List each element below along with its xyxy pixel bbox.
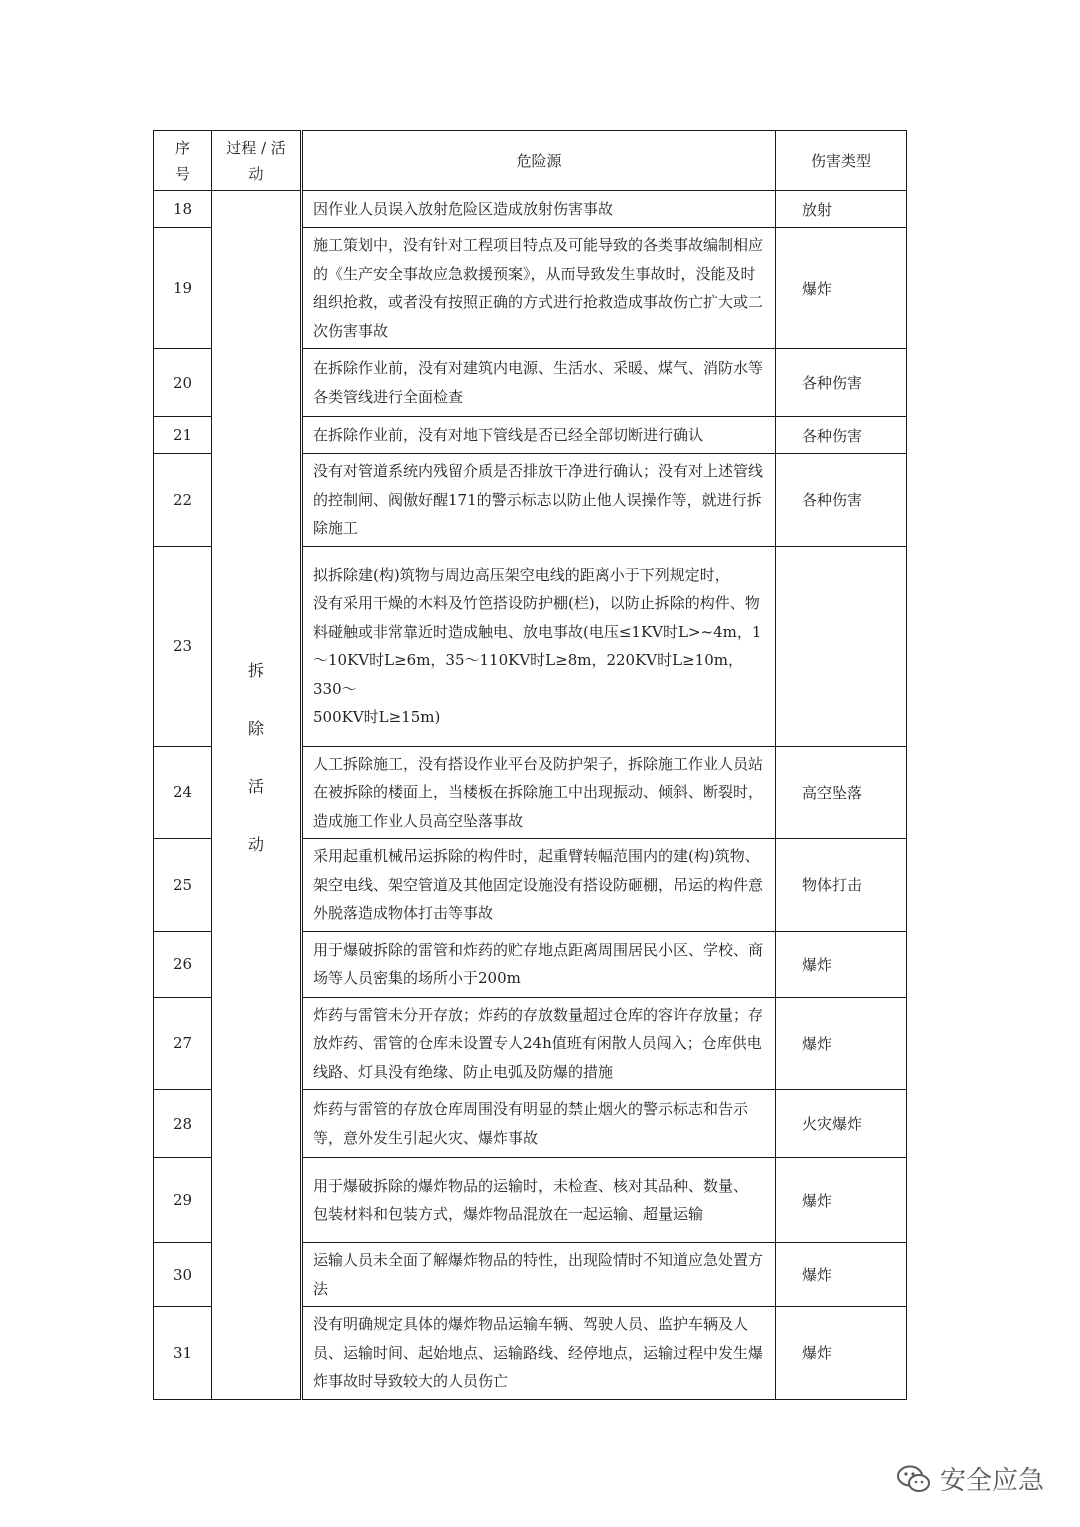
activity-char: 拆	[247, 661, 264, 680]
injury-type: 放射	[776, 191, 907, 228]
activity-char: 动	[247, 835, 264, 854]
header-seq: 序 号	[154, 131, 212, 191]
injury-type: 物体打击	[776, 839, 907, 932]
injury-type: 爆炸	[776, 997, 907, 1090]
hazard-text: 因作业人员误入放射危险区造成放射伤害事故	[302, 191, 776, 228]
row-number: 31	[154, 1307, 212, 1400]
row-number: 23	[154, 546, 212, 746]
activity-char: 活	[247, 777, 264, 796]
injury-type: 火灾爆炸	[776, 1090, 907, 1158]
hazard-text: 运输人员未全面了解爆炸物品的特性，出现险情时不知道应急处置方法	[302, 1243, 776, 1307]
row-number: 20	[154, 349, 212, 417]
table-row	[154, 191, 907, 228]
row-number: 28	[154, 1090, 212, 1158]
activity-char: 除	[247, 719, 264, 738]
hazard-text: 用于爆破拆除的爆炸物品的运输时，未检查、核对其品种、数量、 包装材料和包装方式，爆炸物品混放在一起运输、超量运输	[302, 1158, 776, 1243]
row-number: 22	[154, 454, 212, 547]
injury-type: 爆炸	[776, 1243, 907, 1307]
watermark-text: 安全应急	[939, 1466, 1044, 1496]
hazard-text: 炸药与雷管未分开存放；炸药的存放数量超过仓库的容许存放量；存放炸药、雷管的仓库未设置专人24h值班有闲散人员闯入；仓库供电线路、灯具没有绝缘、防止电弧及防爆的措施	[302, 997, 776, 1090]
row-number: 25	[154, 839, 212, 932]
wechat-icon	[896, 1464, 932, 1494]
hazard-text: 在拆除作业前，没有对地下管线是否已经全部切断进行确认	[302, 417, 776, 454]
injury-type: 爆炸	[776, 1307, 907, 1400]
watermark	[896, 1460, 1044, 1497]
row-number: 30	[154, 1243, 212, 1307]
hazard-text: 采用起重机械吊运拆除的构件时，起重臂转幅范围内的建(构)筑物、架空电线、架空管道及其他固定设施没有搭设防砸棚，吊运的构件意外脱落造成物体打击等事故	[302, 839, 776, 932]
injury-type: 爆炸	[776, 931, 907, 997]
row-number: 27	[154, 997, 212, 1090]
injury-type: 爆炸	[776, 228, 907, 349]
injury-type: 各种伤害	[776, 349, 907, 417]
row-number: 21	[154, 417, 212, 454]
row-number: 26	[154, 931, 212, 997]
hazard-text: 用于爆破拆除的雷管和炸药的贮存地点距离周围居民小区、学校、商场等人员密集的场所小于200m	[302, 931, 776, 997]
row-number: 24	[154, 746, 212, 839]
hazard-text: 没有明确规定具体的爆炸物品运输车辆、驾驶人员、监护车辆及人员、运输时间、起始地点、运输路线、经停地点，运输过程中发生爆炸事故时导致较大的人员伤亡	[302, 1307, 776, 1400]
activity-cell	[212, 191, 302, 1400]
row-number: 29	[154, 1158, 212, 1243]
injury-type: 各种伤害	[776, 454, 907, 547]
injury-type	[776, 546, 907, 746]
hazard-text: 人工拆除施工，没有搭设作业平台及防护架子，拆除施工作业人员站在被拆除的楼面上，当楼板在拆除施工中出现振动、倾斜、断裂时，造成施工作业人员高空坠落事故	[302, 746, 776, 839]
header-process: 过程 / 活 动	[212, 131, 302, 191]
row-number: 19	[154, 228, 212, 349]
header-injury: 伤害类型	[776, 131, 907, 191]
injury-type: 高空坠落	[776, 746, 907, 839]
hazard-table	[153, 130, 907, 1400]
hazard-text: 拟拆除建(构)筑物与周边高压架空电线的距离小于下列规定时， 没有采用干燥的木料及竹笆搭设防护棚(栏)，以防止拆除的构件、物料碰触或非常靠近时造成触电、放电事故(电压≤1KV时L>~4m，1～10KV时L≥6m，35～110KV时L≥8m，220KV时L≥10m，330～ 500KV时L≥15m)	[302, 546, 776, 746]
injury-type: 各种伤害	[776, 417, 907, 454]
header-hazard: 危险源	[302, 131, 776, 191]
table-header-row	[154, 131, 907, 191]
hazard-text: 没有对管道系统内残留介质是否排放干净进行确认；没有对上述管线的控制闸、阀傲好醒171的警示标志以防止他人误操作等，就进行拆除施工	[302, 454, 776, 547]
injury-type: 爆炸	[776, 1158, 907, 1243]
hazard-text: 在拆除作业前，没有对建筑内电源、生活水、采暖、煤气、消防水等各类管线进行全面检查	[302, 349, 776, 417]
hazard-text: 施工策划中，没有针对工程项目特点及可能导致的各类事故编制相应的《生产安全事故应急救援预案》，从而导致发生事故时，没能及时组织抢救，或者没有按照正确的方式进行抢救造成事故伤亡扩大或二次伤害事故	[302, 228, 776, 349]
row-number: 18	[154, 191, 212, 228]
hazard-text: 炸药与雷管的存放仓库周围没有明显的禁止烟火的警示标志和告示等，意外发生引起火灾、爆炸事故	[302, 1090, 776, 1158]
